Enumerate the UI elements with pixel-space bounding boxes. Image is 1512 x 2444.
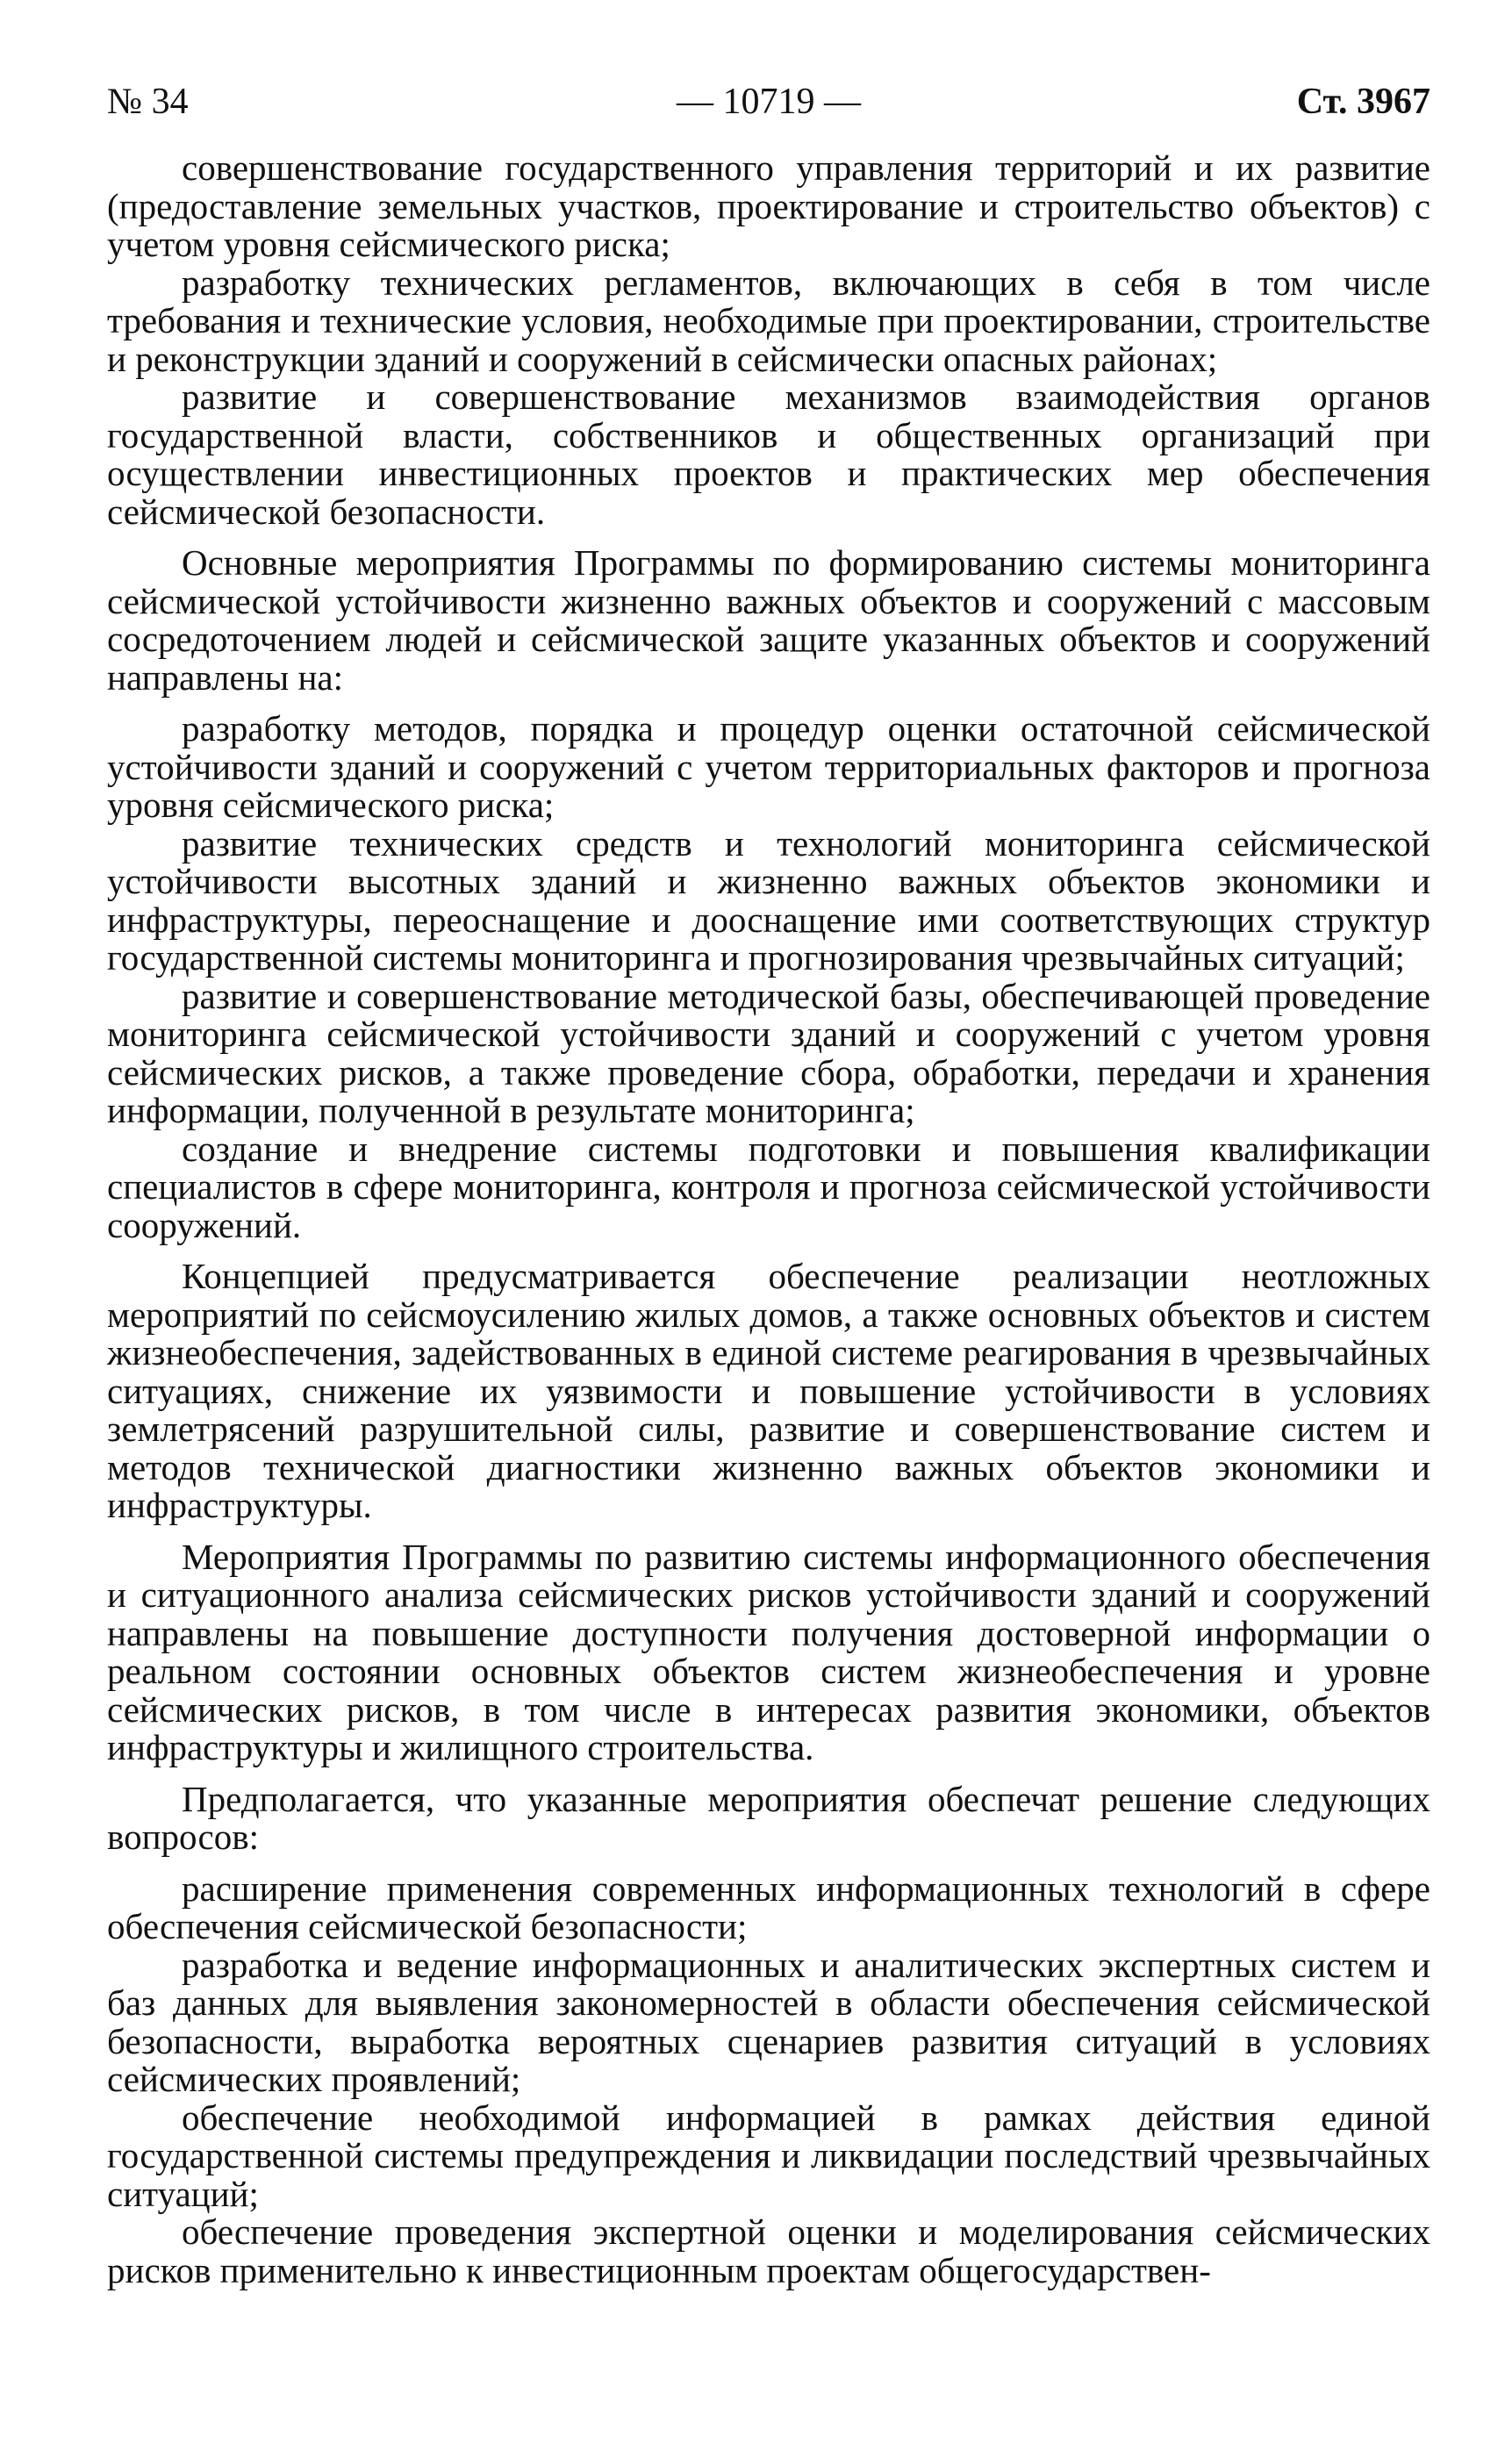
paragraph: расширение применения современных информационных технологий в сфере обеспечения сейсмической безопасности; [107, 1867, 1430, 1946]
article-number: Ст. 3967 [1296, 82, 1430, 122]
document-body [107, 149, 1430, 2290]
paragraph: создание и внедрение системы подготовки и повышения квалификации специалистов в сфере мониторинга, контроля и прогноза сейсмической устойчивости сооружений. [107, 1128, 1430, 1245]
paragraph: разработку технических регламентов, включающих в себя в том числе требования и технические условия, необходимые при проектировании, строительстве и реконструкции зданий и сооружений в сейсмически опасных районах; [107, 262, 1430, 379]
paragraph: развитие технических средств и технологий мониторинга сейсмической устойчивости высотных зданий и жизненно важных объектов экономики и инфраструктуры, переоснащение и дооснащение ими соответствующих структур государственной системы мониторинга и прогнозирования чрезвычайных ситуаций; [107, 822, 1430, 978]
paragraph: Концепцией предусматривается обеспечение реализации неотложных мероприятий по сейсмоусилению жилых домов, а также основных объектов и систем жизнеобеспечения, задействованных в единой системе реагирования в чрезвычайных ситуациях, снижение их уязвимости и повышение устойчивости в условиях землетрясений разрушительной силы, развитие и совершенствование систем и методов технической диагностики жизненно важных объектов экономики и инфраструктуры. [107, 1256, 1430, 1525]
issue-number: № 34 [107, 82, 189, 122]
page-header [107, 75, 1430, 128]
paragraph: разработку методов, порядка и процедур оценки остаточной сейсмической устойчивости зданий и сооружений с учетом территориальных факторов и прогноза уровня сейсмического риска; [107, 708, 1430, 825]
paragraph: Основные мероприятия Программы по формированию системы мониторинга сейсмической устойчивости жизненно важных объектов и сооружений с массовым сосредоточением людей и сейсмической защите указанных объектов и сооружений направлены на: [107, 542, 1430, 698]
page-number: — 10719 — [677, 82, 861, 122]
paragraph: Мероприятия Программы по развитию системы информационного обеспечения и ситуационного анализа сейсмических рисков устойчивости зданий и сооружений направлены на повышение доступности получения достоверной информации о реальном состоянии основных объектов систем жизнеобеспечения и уровне сейсмических рисков, в том числе в интересах развития экономики, объектов инфраструктуры и жилищного строительства. [107, 1536, 1430, 1767]
paragraph: обеспечение необходимой информацией в рамках действия единой государственной системы предупреждения и ликвидации последствий чрезвычайных ситуаций; [107, 2096, 1430, 2214]
paragraph: разработка и ведение информационных и аналитических экспертных систем и баз данных для выявления закономерностей в области обеспечения сейсмической безопасности, выработка вероятных сценариев развития ситуаций в условиях сейсмических проявлений; [107, 1944, 1430, 2099]
paragraph: развитие и совершенствование механизмов взаимодействия органов государственной власти, собственников и общественных организаций при осуществлении инвестиционных проектов и практических мер обеспечения сейсмической безопасности. [107, 376, 1430, 532]
paragraph: развитие и совершенствование методической базы, обеспечивающей проведение мониторинга сейсмической устойчивости зданий и сооружений с учетом уровня сейсмических рисков, а также проведение сбора, обработки, передачи и хранения информации, полученной в результате мониторинга; [107, 975, 1430, 1130]
paragraph: Предполагается, что указанные мероприятия обеспечат решение следующих вопросов: [107, 1778, 1430, 1857]
paragraph: обеспечение проведения экспертной оценки и моделирования сейсмических рисков применительно к инвестиционным проектам общегосударствен- [107, 2211, 1430, 2290]
paragraph: совершенствование государственного управления территорий и их развитие (предоставление земельных участков, проектирование и строительство объектов) с учетом уровня сейсмического риска; [107, 147, 1430, 264]
